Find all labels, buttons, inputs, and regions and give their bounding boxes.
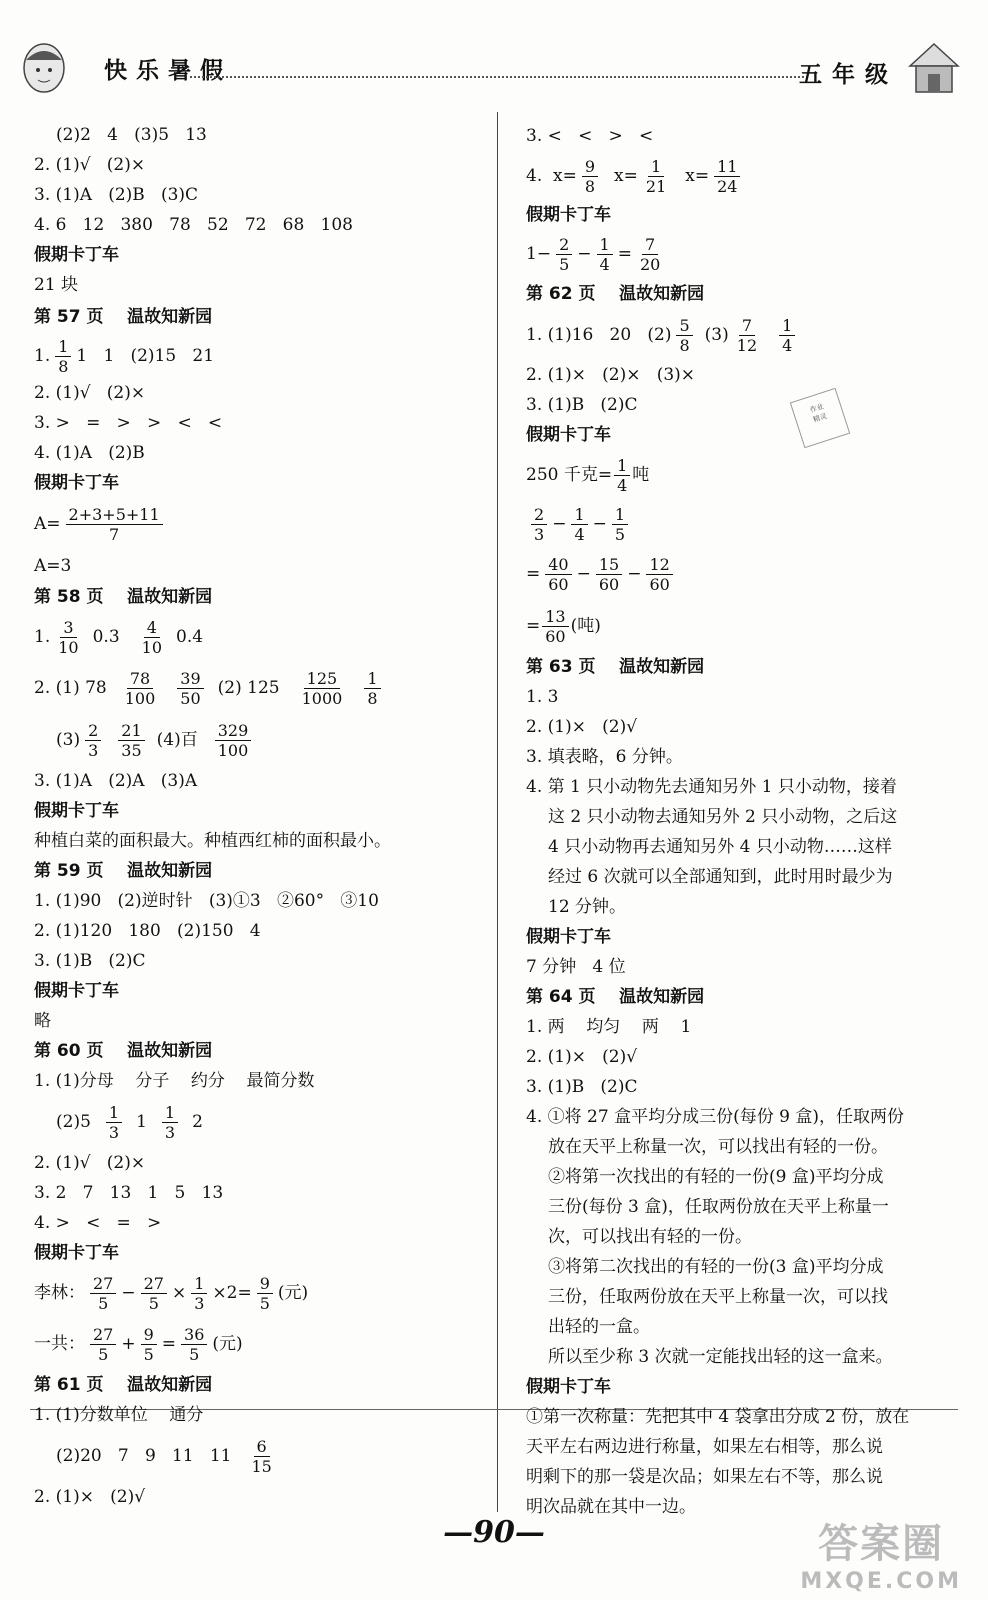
numerator: 1 xyxy=(597,235,613,255)
fraction xyxy=(542,607,568,646)
answer-line: 2. (1)× (2)√ xyxy=(526,1047,638,1067)
answer-line: 21 块 xyxy=(34,275,79,295)
answer-text: 1 1 (2)15 21 xyxy=(76,346,215,366)
denominator: 3 xyxy=(88,740,99,760)
answer-line: 4. 6 12 380 78 52 72 68 108 xyxy=(34,215,353,235)
stamp-text: 作业 xyxy=(809,402,825,415)
fraction-line xyxy=(34,1096,489,1148)
answer-text: (2)20 7 9 11 11 xyxy=(56,1446,232,1466)
numerator: 7 xyxy=(739,316,755,336)
unit: (吨) xyxy=(570,616,601,636)
denominator: 4 xyxy=(617,475,628,495)
fraction xyxy=(66,505,163,544)
denominator: 1000 xyxy=(301,688,343,708)
fraction xyxy=(531,505,547,544)
operator: = xyxy=(617,244,632,264)
answer-line: 三份(每份 3 盒)，任取两份放在天平上称量一 xyxy=(548,1197,889,1217)
section-heading: 假期卡丁车 xyxy=(526,425,611,445)
answer-line: 经过 6 次就可以全部通知到，此时用时最少为 xyxy=(548,867,893,887)
answer-text: 1 xyxy=(136,1112,147,1132)
answer-line: 这 2 只小动物去通知另外 2 只小动物，之后这 xyxy=(548,807,898,827)
answer-line: ③将第二次找出的有轻的一份(3 盒)平均分成 xyxy=(548,1257,884,1277)
numerator: 9 xyxy=(257,1274,273,1294)
denominator: 15 xyxy=(251,1456,272,1476)
section-heading: 第 64 页 温故知新园 xyxy=(526,987,705,1007)
fraction xyxy=(191,1274,207,1313)
fraction xyxy=(734,316,760,355)
numerator: 2+3+5+11 xyxy=(66,505,163,525)
numerator: 78 xyxy=(127,669,153,689)
numerator: 1 xyxy=(162,1103,178,1123)
operator: = xyxy=(526,616,541,636)
fraction xyxy=(614,456,630,495)
answer-line: 2. (1)120 180 (2)150 4 xyxy=(34,921,261,941)
answer-line: 3. 填表略，6 分钟。 xyxy=(526,747,683,767)
numerator: 2 xyxy=(556,235,572,255)
numerator: 1 xyxy=(191,1274,207,1294)
answer-text: 李林： xyxy=(34,1283,85,1303)
denominator: 60 xyxy=(548,574,569,594)
answer-line: 4. (1)A (2)B xyxy=(34,443,145,463)
fraction xyxy=(118,721,144,760)
answer-line: ②将第一次找出的有轻的一份(9 盒)平均分成 xyxy=(548,1167,884,1187)
denominator: 8 xyxy=(367,688,378,708)
denominator: 60 xyxy=(649,574,670,594)
operator: + xyxy=(121,1334,136,1354)
denominator: 5 xyxy=(98,1344,109,1364)
denominator: 12 xyxy=(736,335,758,355)
section-heading: 第 60 页 温故知新园 xyxy=(34,1041,213,1061)
numerator: 1 xyxy=(571,505,587,525)
numerator: 329 xyxy=(215,721,252,741)
answer-text: x= xyxy=(614,166,638,186)
numerator: 36 xyxy=(181,1325,207,1345)
operator: × xyxy=(171,1283,187,1303)
denominator: 8 xyxy=(679,335,690,355)
answer-line: 4. ①将 27 盒平均分成三份(每份 9 盒)，任取两份 xyxy=(526,1107,904,1127)
answer-text: 0.4 xyxy=(176,627,204,647)
denominator: 5 xyxy=(143,1344,154,1364)
fraction xyxy=(139,618,165,657)
fraction xyxy=(571,505,587,544)
answer-line: 2. (1)√ (2)× xyxy=(34,155,146,175)
denominator: 100 xyxy=(217,740,249,760)
fraction xyxy=(248,1437,274,1476)
fraction xyxy=(55,618,81,657)
denominator: 5 xyxy=(259,1293,270,1313)
item-number: 1. xyxy=(34,627,51,647)
answer-line: 12 分钟。 xyxy=(548,897,627,917)
section-heading: 第 59 页 温故知新园 xyxy=(34,861,213,881)
operator: − xyxy=(121,1283,136,1303)
header-dotted-line xyxy=(190,76,808,78)
numerator: 6 xyxy=(254,1437,270,1457)
fraction-line xyxy=(526,500,966,548)
answer-line: 天平左右两边进行称量，如果左右相等，那么说 xyxy=(526,1437,883,1457)
denominator: 21 xyxy=(645,176,667,196)
numerator: 27 xyxy=(141,1274,167,1294)
answer-text: 4. x= xyxy=(526,166,577,186)
numerator: 1 xyxy=(612,505,628,525)
item-number: 1. xyxy=(34,346,51,366)
answer-line: 1. 3 xyxy=(526,687,559,707)
answer-line: 1. (1)分数单位 通分 xyxy=(34,1405,204,1425)
denominator: 50 xyxy=(180,688,201,708)
answer-text: (2) 125 xyxy=(217,678,280,698)
watermark-logo xyxy=(800,1512,962,1594)
operator: ×2= xyxy=(212,1283,252,1303)
denominator: 3 xyxy=(194,1293,205,1313)
fraction xyxy=(141,1274,167,1313)
answer-line: A=3 xyxy=(34,556,72,576)
fraction xyxy=(177,669,203,708)
watermark-url: MXQE.COM xyxy=(800,1569,962,1594)
answer-text: 2 xyxy=(192,1112,203,1132)
fraction xyxy=(597,235,613,274)
answer-line: 2. (1)× (2)√ xyxy=(526,717,638,737)
column-divider xyxy=(497,112,498,1512)
denominator: 35 xyxy=(121,740,142,760)
fraction xyxy=(257,1274,273,1313)
denominator: 3 xyxy=(534,524,545,544)
numerator: 9 xyxy=(582,157,598,177)
fraction-line xyxy=(34,662,489,714)
fraction-line xyxy=(34,1268,489,1318)
denominator: 5 xyxy=(614,524,626,544)
fraction xyxy=(90,1274,116,1313)
unit: (元) xyxy=(277,1283,309,1303)
answer-line: ①第一次称量：先把其中 4 袋拿出分成 2 份，放在 xyxy=(526,1407,910,1427)
fraction xyxy=(637,235,663,274)
denominator: 60 xyxy=(545,626,566,646)
section-heading: 第 58 页 温故知新园 xyxy=(34,587,213,607)
section-heading: 假期卡丁车 xyxy=(526,205,611,225)
denominator: 24 xyxy=(717,176,738,196)
fraction xyxy=(122,669,159,708)
numerator: 3 xyxy=(60,618,76,638)
numerator: 1 xyxy=(364,669,380,689)
answer-text: 1. (1)16 20 (2) xyxy=(526,325,672,345)
answer-line: 1. (1)90 (2)逆时针 (3)①3 ②60° ③10 xyxy=(34,891,379,911)
numerator: 1 xyxy=(106,1103,122,1123)
section-heading: 假期卡丁车 xyxy=(34,245,119,265)
house-icon xyxy=(908,40,960,96)
denominator: 10 xyxy=(58,637,79,657)
fraction xyxy=(646,555,672,594)
operator: = xyxy=(161,1334,177,1354)
fraction xyxy=(90,1325,116,1364)
unit: 吨 xyxy=(632,465,650,485)
denominator: 4 xyxy=(574,524,585,544)
unit: (元) xyxy=(212,1334,243,1354)
left-column xyxy=(34,120,489,1512)
answer-line: 三份，任取两份放在天平上称量一次，可以找 xyxy=(548,1287,888,1307)
fraction xyxy=(643,157,669,196)
answer-line: 3. 2 7 13 1 5 13 xyxy=(34,1183,224,1203)
header-left xyxy=(18,38,232,98)
numerator: 1 xyxy=(648,157,664,177)
fraction xyxy=(85,721,101,760)
denominator: 3 xyxy=(164,1122,176,1142)
answer-line: 放在天平上称量一次，可以找出有轻的一份。 xyxy=(548,1137,888,1157)
answer-line: (2)2 4 (3)5 13 xyxy=(56,125,207,145)
fraction-line xyxy=(526,230,966,278)
numerator: 39 xyxy=(177,669,203,689)
numerator: 7 xyxy=(642,235,658,255)
numerator: 1 xyxy=(55,337,71,357)
answer-text: x= xyxy=(685,166,710,186)
denominator: 8 xyxy=(584,176,596,196)
answer-line: 2. (1)√ (2)× xyxy=(34,383,146,403)
operator: − xyxy=(577,244,592,264)
fraction xyxy=(556,235,572,274)
girl-illustration-icon xyxy=(18,38,70,98)
numerator: 12 xyxy=(646,555,672,575)
answer-line: 3. (1)A (2)B (3)C xyxy=(34,185,199,205)
fraction xyxy=(299,669,346,708)
operator: − xyxy=(592,514,607,534)
fraction xyxy=(596,555,622,594)
denominator: 7 xyxy=(109,524,120,544)
answer-line: 所以至少称 3 次就一定能找出轻的这一盒来。 xyxy=(548,1347,893,1367)
answer-line: 3. > = > > < < xyxy=(34,413,223,433)
section-heading: 第 61 页 温故知新园 xyxy=(34,1375,213,1395)
fraction-line xyxy=(34,1430,489,1482)
header-grade: 五年级 xyxy=(799,62,898,88)
fraction-line xyxy=(34,334,489,378)
fraction xyxy=(779,316,795,355)
answer-text: 0.3 xyxy=(92,627,120,647)
fraction xyxy=(545,555,571,594)
answer-text: (3) xyxy=(704,325,729,345)
numerator: 1 xyxy=(779,316,795,336)
answer-line: 4. > < = > xyxy=(34,1213,162,1233)
fraction-line xyxy=(34,612,489,662)
answer-line: 3. < < > < xyxy=(526,126,654,146)
answer-text: (3) xyxy=(56,730,81,750)
numerator: 27 xyxy=(90,1325,116,1345)
section-heading: 第 63 页 温故知新园 xyxy=(526,657,705,677)
fraction-line xyxy=(526,600,966,652)
fraction xyxy=(162,1103,178,1142)
fraction-line xyxy=(526,310,966,360)
denominator: 100 xyxy=(124,688,156,708)
denominator: 10 xyxy=(141,637,162,657)
denominator: 5 xyxy=(559,254,570,274)
numerator: 9 xyxy=(141,1325,157,1345)
answer-text: 1− xyxy=(526,244,552,264)
fraction xyxy=(364,669,380,708)
answer-line: 2. (1)× (2)√ xyxy=(34,1487,146,1507)
answer-line: 4 只小动物再去通知另外 4 只小动物……这样 xyxy=(548,837,892,857)
answer-line: 1. 两 均匀 两 1 xyxy=(526,1017,692,1037)
numerator: 27 xyxy=(90,1274,116,1294)
answer-text: 2. (1) 78 xyxy=(34,678,107,698)
numerator: 11 xyxy=(714,157,740,177)
denominator: 5 xyxy=(189,1344,200,1364)
denominator: 5 xyxy=(148,1293,159,1313)
fraction xyxy=(582,157,598,196)
answer-text: 250 千克= xyxy=(526,465,613,485)
answer-line: 1. (1)分母 分子 约分 最简分数 xyxy=(34,1071,315,1091)
right-column xyxy=(526,120,966,1522)
denominator: 4 xyxy=(782,335,793,355)
answer-line: 出轻的一盒。 xyxy=(548,1317,650,1337)
numerator: 40 xyxy=(545,555,571,575)
numerator: 4 xyxy=(144,618,160,638)
header-title: 快乐暑假 xyxy=(104,57,232,84)
fraction xyxy=(612,505,628,544)
fraction-line xyxy=(34,498,489,550)
answer-text: A= xyxy=(34,514,61,534)
section-heading: 假期卡丁车 xyxy=(34,473,119,493)
fraction xyxy=(676,316,692,355)
section-heading: 假期卡丁车 xyxy=(526,1377,611,1397)
answer-line: 次，可以找出有轻的一份。 xyxy=(548,1227,752,1247)
fraction-line xyxy=(526,548,966,600)
answer-line: 2. (1)√ (2)× xyxy=(34,1153,146,1173)
section-heading: 假期卡丁车 xyxy=(34,1243,119,1263)
operator: = xyxy=(526,564,541,584)
numerator: 21 xyxy=(118,721,144,741)
denominator: 20 xyxy=(639,254,661,274)
operator: − xyxy=(576,564,591,584)
answer-line: 明剩下的那一袋是次品；如果左右不等，那么说 xyxy=(526,1467,883,1487)
stamp-text: 精灵 xyxy=(812,412,828,424)
answer-line: 4. 第 1 只小动物先去通知另外 1 只小动物，接着 xyxy=(526,777,897,797)
denominator: 60 xyxy=(598,574,620,594)
answer-line: 明次品就在其中一边。 xyxy=(526,1497,696,1517)
answer-line: 种植白菜的面积最大。种植西红柿的面积最小。 xyxy=(34,831,391,851)
page-number: —90— xyxy=(443,1515,545,1550)
fraction xyxy=(714,157,740,196)
fraction-line xyxy=(526,152,966,200)
denominator: 8 xyxy=(58,356,69,376)
section-heading: 假期卡丁车 xyxy=(526,927,611,947)
answer-line: 3. (1)B (2)C xyxy=(34,951,146,971)
section-heading: 第 62 页 温故知新园 xyxy=(526,284,705,304)
watermark-text: 答案圈 xyxy=(818,1521,945,1567)
numerator: 2 xyxy=(531,505,547,525)
fraction xyxy=(215,721,252,760)
answer-line: 3. (1)A (2)A (3)A xyxy=(34,771,198,791)
answer-line: 3. (1)B (2)C xyxy=(526,395,638,415)
denominator: 5 xyxy=(98,1293,109,1313)
numerator: 15 xyxy=(596,555,622,575)
fraction-line xyxy=(34,714,489,766)
answer-line: 略 xyxy=(34,1011,51,1031)
answer-line: 2. (1)× (2)× (3)× xyxy=(526,365,696,385)
operator: − xyxy=(627,564,642,584)
numerator: 5 xyxy=(676,316,692,336)
denominator: 3 xyxy=(108,1122,120,1142)
operator: − xyxy=(552,514,567,534)
fraction xyxy=(55,337,71,376)
section-heading: 假期卡丁车 xyxy=(34,981,119,1001)
numerator: 2 xyxy=(85,721,101,741)
fraction xyxy=(181,1325,207,1364)
page-header xyxy=(0,0,988,110)
answer-text: (2)5 xyxy=(56,1112,91,1132)
fraction-line xyxy=(34,1318,489,1370)
answer-line: 7 分钟 4 位 xyxy=(526,957,626,977)
answer-text: 一共： xyxy=(34,1334,85,1354)
fraction xyxy=(106,1103,122,1142)
numerator: 13 xyxy=(542,607,568,627)
section-heading: 假期卡丁车 xyxy=(34,801,119,821)
answer-line: 3. (1)B (2)C xyxy=(526,1077,638,1097)
fraction xyxy=(141,1325,157,1364)
numerator: 125 xyxy=(304,669,341,689)
fraction-line xyxy=(526,450,966,500)
numerator: 1 xyxy=(614,456,630,476)
denominator: 4 xyxy=(599,254,610,274)
answer-text: (4)百 xyxy=(156,730,198,750)
section-heading: 第 57 页 温故知新园 xyxy=(34,307,213,327)
